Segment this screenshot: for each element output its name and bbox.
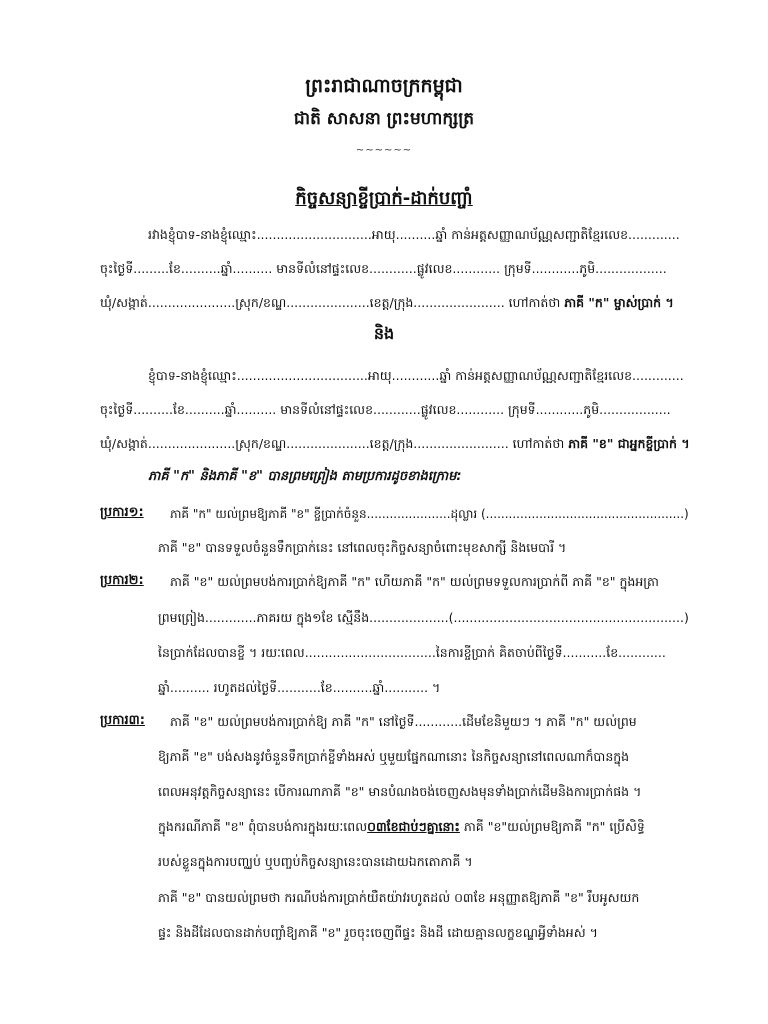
- document-title: កិច្ចសន្យាខ្ចីប្រាក់-ដាក់បញ្ចាំ: [295, 188, 473, 209]
- article-2-line-1: ភាគី "ខ" យល់ព្រមបង់ការប្រាក់ឱ្យភាគី "ក" ហើយភាគី "ក" យល់ព្រមទទួលការប្រាក់ពី ភាគី "ខ" ក្នុងអត្រា: [170, 574, 659, 589]
- article-3-line-3: ពេលអនុវត្តកិច្ចសន្យានេះ បើការណាភាគី "ខ" មានបំណងចង់ចេញសងមុនទាំងប្រាក់ដើមនិងការប្រាក់ផង ។: [158, 784, 642, 799]
- article-3-line-6: ភាគី "ខ" បានយល់ព្រមថា ករណីបង់ការប្រាក់យឺតយ៉ាវរហូតដល់ ០៣ខែ អនុញ្ញាតឱ្យភាគី "ខ" រឹបអូសយក: [158, 890, 640, 905]
- article-2-line-3: នៃប្រាក់ដែលបានខ្ចី ។ រយៈពេល.................................នៃការខ្ចីប្រាក់ គិតចាប់ពីថ្ងៃទី...........ខែ............: [158, 645, 666, 660]
- article-3-line-4: [158, 819, 645, 835]
- article-1-line-1: ភាគី "ក" យល់ព្រមឱ្យភាគី "ខ" ខ្ចីប្រាក់ចំនួន......................ដុល្លារ (....................................................): [170, 507, 689, 521]
- article-3-line-1: ភាគី "ខ" យល់ព្រមបង់ការប្រាក់ឱ្យ ភាគី "ក" នៅថ្ងៃទី............ដើមខែនិមួយៗ ។ ភាគី "ក" យល់ព្រម: [170, 714, 637, 729]
- party-a-line-3: [100, 295, 674, 311]
- divider-ornament: ~~~~~~: [355, 145, 413, 156]
- kingdom-heading: ព្រះរាជាណាចក្រកម្ពុជា: [305, 75, 463, 97]
- agreement-intro: ភាគី "ក" និងភាគី "ខ" បានព្រមព្រៀង តាមប្រការដូចខាងក្រោម:: [148, 469, 462, 484]
- article-3-line-4-start: ក្នុងករណីភាគី "ខ" ពុំបានបង់ការក្នុងរយៈពេល: [158, 819, 368, 834]
- and-word: និង: [373, 324, 395, 343]
- article-2-line-4: ឆ្នាំ.......... រហូតដល់ថ្ងៃទី...........ខែ..........ឆ្នាំ........... ។: [158, 680, 441, 695]
- article-3-line-2: ឱ្យភាគី "ខ" បង់សងនូវចំនួនទឹកប្រាក់ខ្ចីទាំងអស់ ឬមួយផ្នែកណានោះ នៃកិច្ចសន្យានៅពេលណាក៏បានក្នុង: [158, 749, 630, 764]
- party-b-address: ឃុំ/សង្កាត់......................ស្រុក/ខណ្ឌ.....................ខេត្ត/ក្រុង........................ ហៅកាត់ថា: [100, 436, 569, 451]
- party-a-line-1: រវាងខ្ញុំបាទ-នាងខ្ញុំឈ្មោះ.............................អាយុ..........ឆ្នាំ កាន់អត្តសញ្ញាណប័ណ្ណសញ្ជាតិខ្មែរលេខ.............: [148, 227, 680, 242]
- party-b-role: ភាគី "ខ" ជាអ្នកខ្ចីប្រាក់ ។: [568, 436, 690, 451]
- party-a-address: ឃុំ/សង្កាត់......................ស្រុក/ខណ្ឌ.....................ខេត្ត/ក្រុង....................... ហៅកាត់ថា: [100, 295, 565, 310]
- article-3-line-5: របស់ខ្លួនក្នុងការបញ្ឈប់ ឬបញ្ចប់កិច្ចសន្យានេះបានដោយឯកតោភាគី ។: [158, 854, 473, 869]
- article-3-label: ប្រការ៣:: [100, 713, 145, 728]
- party-b-line-1: ខ្ញុំបាទ-នាងខ្ញុំឈ្មោះ.................................អាយុ............ឆ្នាំ កាន់អត្តសញ្ញាណប័ណ្ណសញ្ជាតិខ្មែរលេខ.............: [148, 368, 684, 383]
- article-2-line-2: ព្រមព្រៀង.............ភាគរយ ក្នុង១ខែ ស្មើនឹង....................(..........................................................): [158, 610, 689, 625]
- article-3-line-4-end: ភាគី "ខ"យល់ព្រមឱ្យភាគី "ក" ប្រើសិទ្ធិ: [459, 819, 645, 834]
- party-a-line-2: ចុះថ្ងៃទី.........ខែ..........ឆ្នាំ.......... មានទីលំនៅផ្ទះលេខ............ផ្លូវលេខ............ ក្រុមទី............ភូមិ..................: [100, 261, 667, 276]
- article-1-line-2: ភាគី "ខ" បានទទួលចំនួនទឹកប្រាក់នេះ នៅពេលចុះកិច្ចសន្យាចំពោះមុខសាក្សី និងមេបារី ។: [158, 540, 567, 555]
- party-b-line-3: [100, 436, 690, 452]
- party-b-line-2: ចុះថ្ងៃទី..........ខែ..........ឆ្នាំ.......... មានទីលំនៅផ្ទះលេខ............ផ្លូវលេខ............ ក្រុមទី............ភូមិ..................: [100, 402, 671, 417]
- article-1-label: ប្រការ១:: [100, 505, 144, 520]
- nation-motto: ជាតិ សាសនា ព្រះមហាក្សត្រ: [293, 109, 475, 129]
- article-3-line-7: ផ្ទះ និងដីដែលបានដាក់បញ្ចាំឱ្យភាគី "ខ" រួចចុះចេញពីផ្ទះ និងដី ដោយគ្មានលក្ខខណ្ឌអ្វីទាំងអស់ ។: [158, 925, 598, 940]
- article-2-label: ប្រការ២:: [100, 573, 144, 588]
- party-a-role: ភាគី "ក" ម្ចាស់ប្រាក់ ។: [564, 295, 674, 310]
- article-3-deadline: ០៣ខែជាប់ៗគ្នានោះ: [367, 819, 460, 834]
